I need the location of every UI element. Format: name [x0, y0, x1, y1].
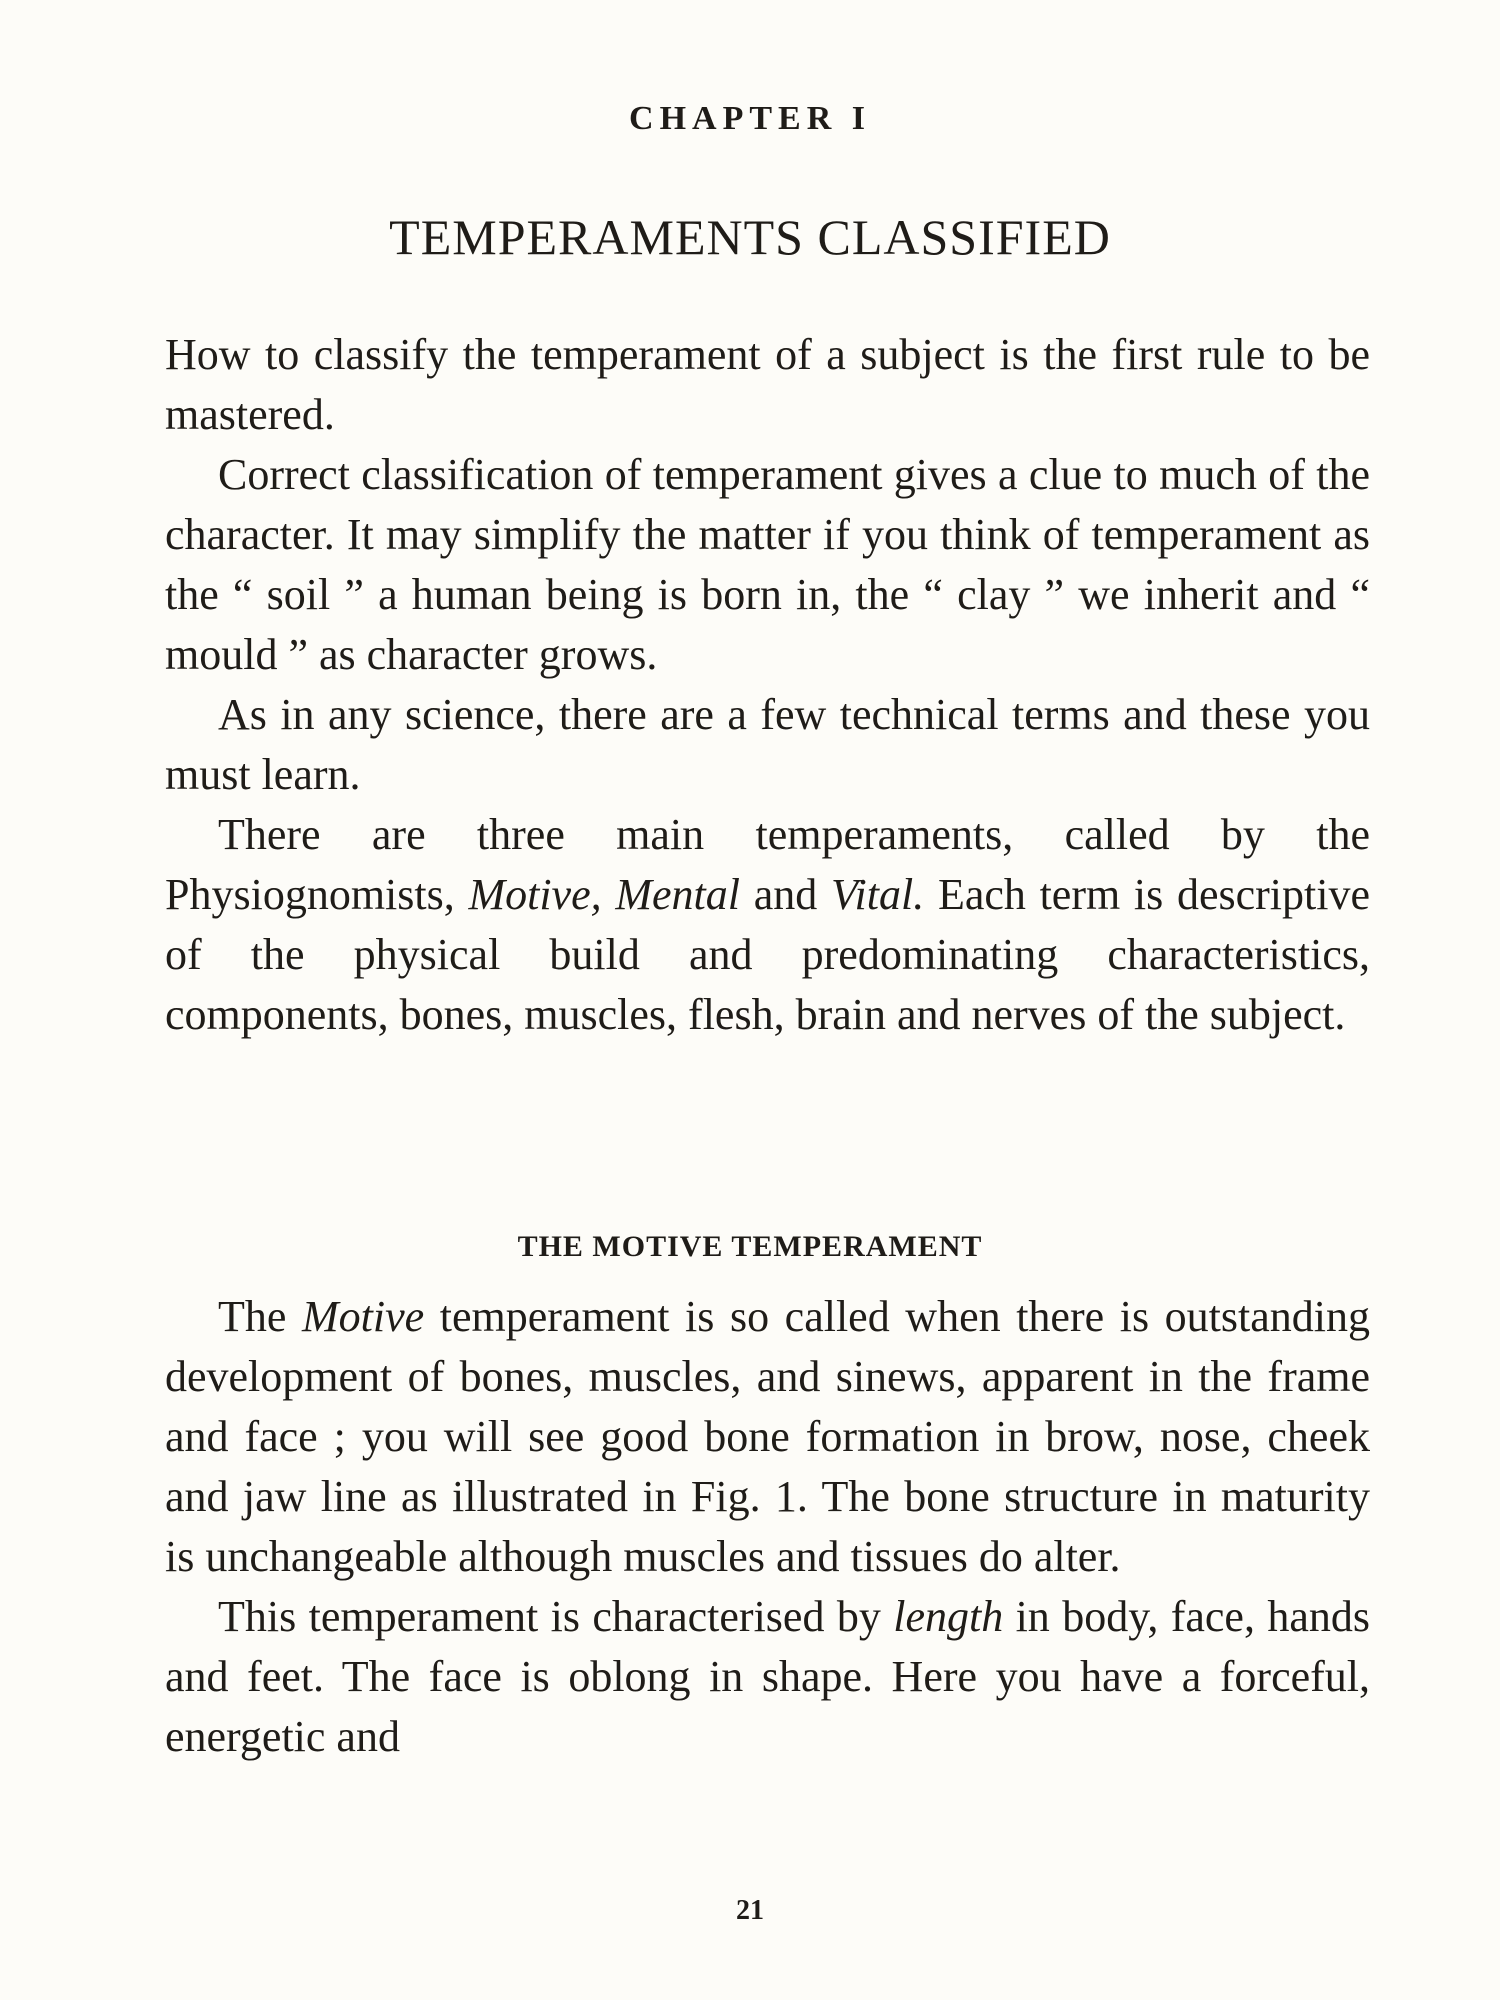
page-number: 21: [736, 1895, 764, 1926]
intro-paragraph-4: [165, 805, 1370, 1045]
section-paragraph-2: [165, 1587, 1370, 1767]
intro-paragraph-2: Correct classification of temperament gives a clue to much of the character. It may simplify the matter if you think of temperament as the “ soil ” a human being is born in, the “ clay ” we inherit and “ mould ” as character grows.: [165, 450, 1370, 679]
intro-p4-middle: and: [739, 870, 831, 919]
section-p1-before: The: [218, 1292, 302, 1341]
chapter-label: CHAPTER I: [629, 100, 871, 137]
intro-p4-after: Each term is descriptive of the physical build and predominating characteristics, components, bones, muscles, flesh, brain and nerves of the subject.: [165, 870, 1371, 1039]
intro-paragraph-3: As in any science, there are a few technical terms and these you must learn.: [165, 690, 1370, 799]
section-paragraph-1: [165, 1287, 1370, 1587]
section-p1-after: temperament is so called when there is outstanding development of bones, muscles, and sinews, apparent in the frame and face ; you will see good bone formation in brow, nose, cheek and jaw line as illustrated in Fig. 1. The bone structure in maturity is unchangeable although muscles and tissues do alter.: [165, 1292, 1370, 1581]
term-length: length: [893, 1592, 1004, 1641]
term-motive-emphasis: Motive: [302, 1292, 425, 1341]
section-heading: THE MOTIVE TEMPERAMENT: [517, 1230, 983, 1263]
intro-p4-before: There are three main temperaments, called by the Physiognomists,: [165, 810, 1370, 919]
chapter-title: TEMPERAMENTS CLASSIFIED: [389, 209, 1111, 265]
section-text: [165, 1287, 1370, 1767]
term-mental: Mental: [615, 870, 740, 919]
intro-text: [165, 325, 1370, 1045]
term-motive: Motive,: [468, 870, 602, 919]
section-p2-before: This temperament is characterised by: [218, 1592, 894, 1641]
intro-paragraph-1: How to classify the temperament of a subject is the first rule to be mastered.: [165, 330, 1370, 439]
term-vital: Vital.: [830, 870, 925, 919]
section-p2-after: in body, face, hands and feet. The face is oblong in shape. Here you have a forceful, energetic and: [165, 1592, 1370, 1761]
